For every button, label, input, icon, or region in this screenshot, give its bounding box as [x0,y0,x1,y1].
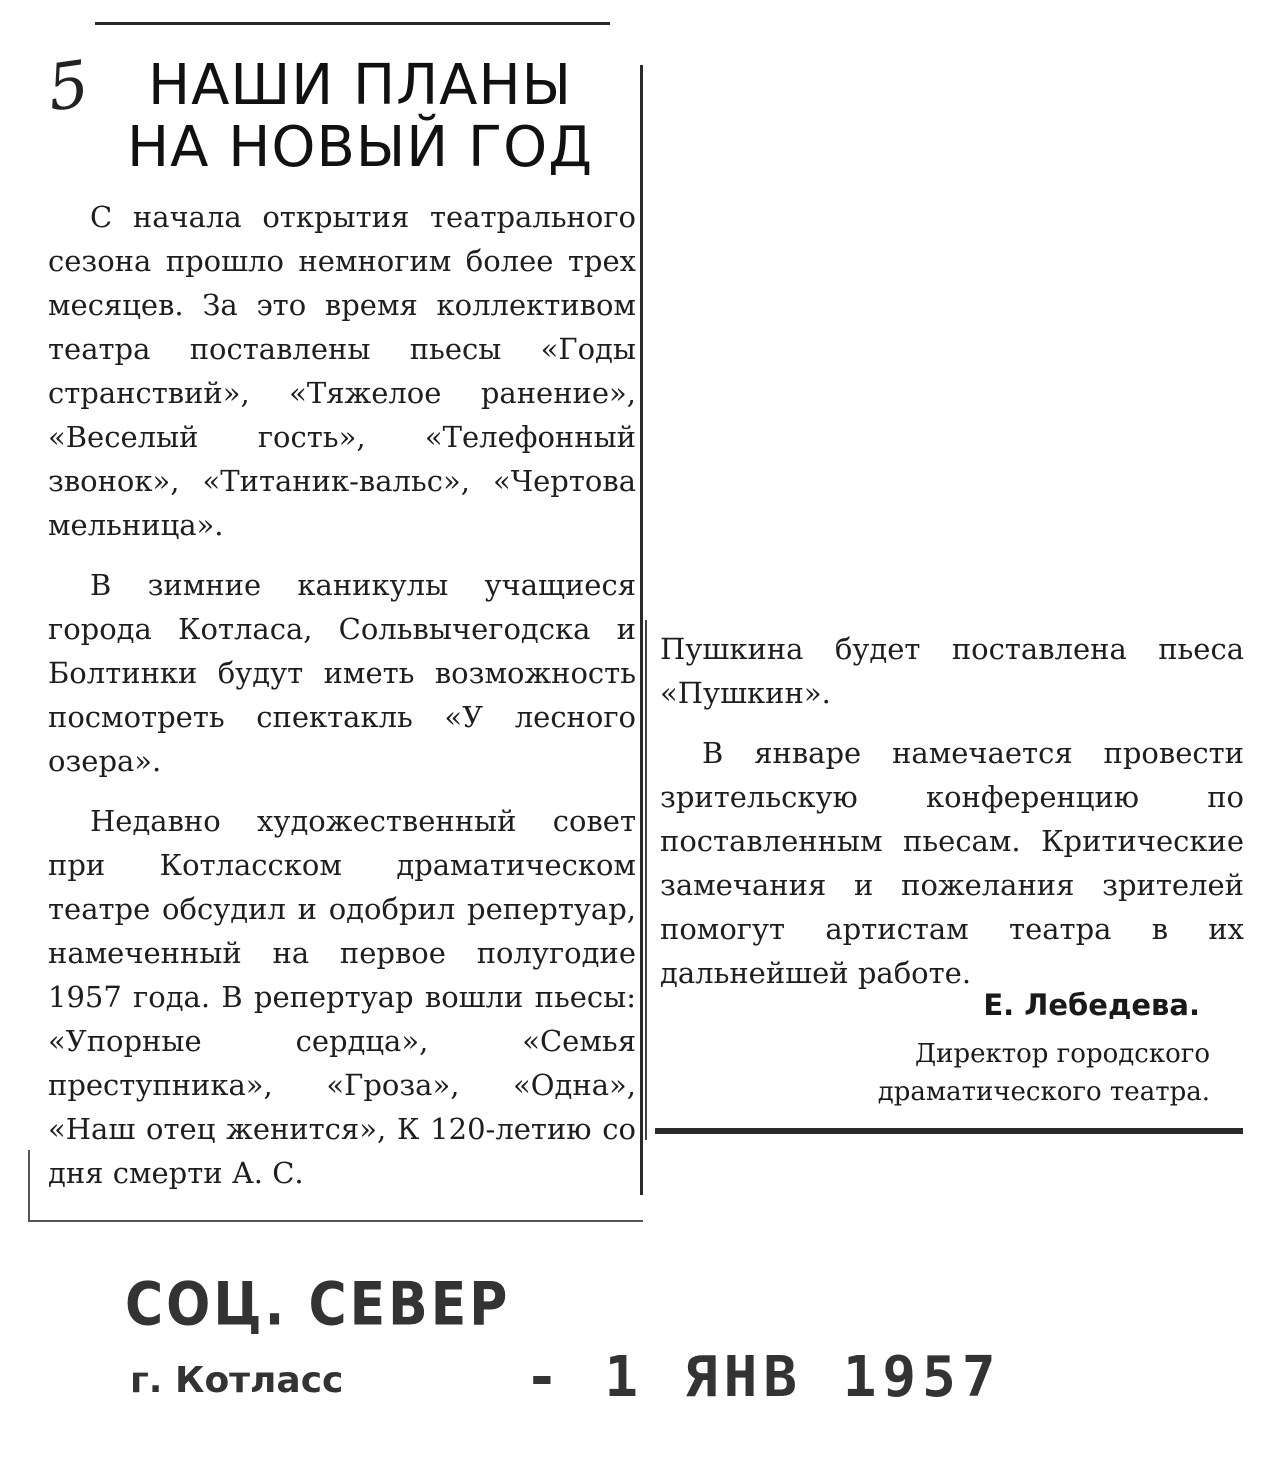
stamp-date: - 1 ЯНВ 1957 [525,1345,1002,1410]
stamp-newspaper-name: СОЦ. СЕВЕР [125,1270,511,1340]
paragraph-3: Недавно художественный совет при Котласском драматическом театре обсудил и одобрил репертуар, намеченный на первое полугодие 1957 года. В репертуар вошли пьесы: «Упорные сердца», «Семья преступника», «Гроза», «Одна», «Наш отец женится», К 120-летию со дня смерти А. С. [48,804,636,1190]
paragraph-1: С начала открытия театрального сезона прошло немногим более трех месяцев. За это время коллективом театра поставлены пьесы «Годы странствий», «Тяжелое ранение», «Веселый гость», «Телефонный звонок», «Титаник-вальс», «Чертова мельница». [48,200,636,542]
column-divider [640,65,643,1195]
headline [90,55,630,179]
headline-line-2: НА НОВЫЙ ГОД [127,115,593,180]
left-edge-rule [28,1150,30,1222]
author-role-line-2: драматического театра. [877,1077,1210,1107]
stamp-city: г. Котласс [130,1360,344,1401]
handwritten-page-number: 5 [43,47,94,127]
top-rule [95,22,610,25]
paragraph-5: В январе намечается провести зрительскую конференцию по поставленным пьесам. Критические замечания и пожелания зрителей помогут артистам театра в их дальнейшей работе. [660,736,1244,990]
author-role-line-1: Директор городского [914,1039,1210,1069]
author-name: Е. Лебедева. [983,988,1200,1022]
article-end-rule [655,1128,1243,1134]
left-column [48,195,636,1211]
right-column [660,627,1244,1011]
bottom-rule [28,1220,643,1222]
right-column-border [645,620,647,1140]
headline-line-1: НАШИ ПЛАНЫ [147,53,573,118]
author-role [780,1035,1210,1111]
paragraph-4: Пушкина будет поставлена пьеса «Пушкин». [660,632,1244,710]
paragraph-2: В зимние каникулы учащиеся города Котласа, Сольвычегодска и Болтинки будут иметь возможность посмотреть спектакль «У лесного озера». [48,568,636,778]
